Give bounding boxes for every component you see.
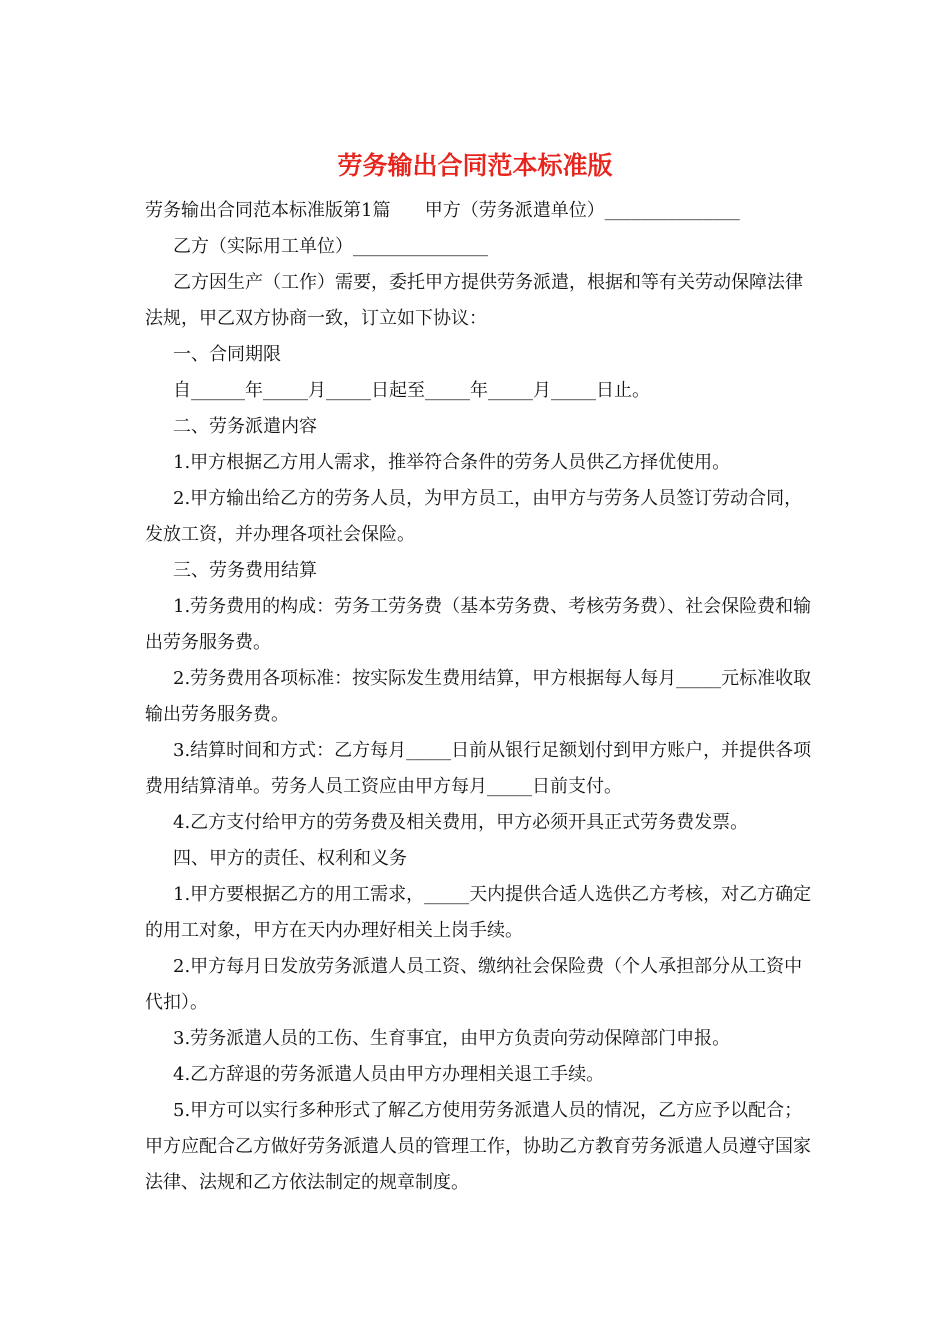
clause-3-4: 4.乙方支付给甲方的劳务费及相关费用，甲方必须开具正式劳务费发票。 [173,812,749,833]
section-heading-party-a: 四、甲方的责任、权利和义务 [173,848,407,869]
clause-4-1: 1.甲方要根据乙方的用工需求，_____天内提供合适人选供乙方考核，对乙方确定的用工对象，甲方在天内办理好相关上岗手续。 [145,884,812,941]
paragraph-header-line: 劳务输出合同范本标准版第1篇 甲方（劳务派遣单位）_______________ [145,200,740,221]
document-body [145,193,815,1201]
clause-4-3: 3.劳务派遣人员的工伤、生育事宜，由甲方负责向劳动保障部门申报。 [173,1028,731,1049]
paragraph-preamble: 乙方因生产（工作）需要，委托甲方提供劳务派遣，根据和等有关劳动保障法律法规，甲乙双方协商一致，订立如下协议： [145,272,803,329]
clause-4-4: 4.乙方辞退的劳务派遣人员由甲方办理相关退工手续。 [173,1064,605,1085]
clause-4-2: 2.甲方每月日发放劳务派遣人员工资、缴纳社会保险费（个人承担部分从工资中代扣）。 [145,956,803,1013]
document-title: 劳务输出合同范本标准版 [337,151,613,180]
section-heading-term: 一、合同期限 [173,344,281,365]
clause-3-2: 2.劳务费用各项标准：按实际发生费用结算，甲方根据每人每月_____元标准收取输出劳务服务费。 [145,668,812,725]
clause-2-1: 1.甲方根据乙方用人需求，推举符合条件的劳务人员供乙方择优使用。 [173,452,731,473]
section-heading-settlement: 三、劳务费用结算 [173,560,317,581]
clause-3-1: 1.劳务费用的构成：劳务工劳务费（基本劳务费、考核劳务费）、社会保险费和输出劳务服务费。 [145,596,812,653]
section-heading-content: 二、劳务派遣内容 [173,416,317,437]
clause-2-2: 2.甲方输出给乙方的劳务人员，为甲方员工，由甲方与劳务人员签订劳动合同，发放工资，并办理各项社会保险。 [145,488,803,545]
clause-3-3: 3.结算时间和方式：乙方每月_____日前从银行足额划付到甲方账户，并提供各项费用结算清单。劳务人员工资应由甲方每月_____日前支付。 [145,740,812,797]
paragraph-party-b: 乙方（实际用工单位）_______________ [173,236,488,257]
clause-4-5: 5.甲方可以实行多种形式了解乙方使用劳务派遣人员的情况，乙方应予以配合；甲方应配合乙方做好劳务派遣人员的管理工作，协助乙方教育劳务派遣人员遵守国家法律、法规和乙方依法制定的规章制度。 [145,1100,811,1193]
paragraph-term-dates: 自______年_____月_____日起至_____年_____月_____日止。 [173,380,650,401]
